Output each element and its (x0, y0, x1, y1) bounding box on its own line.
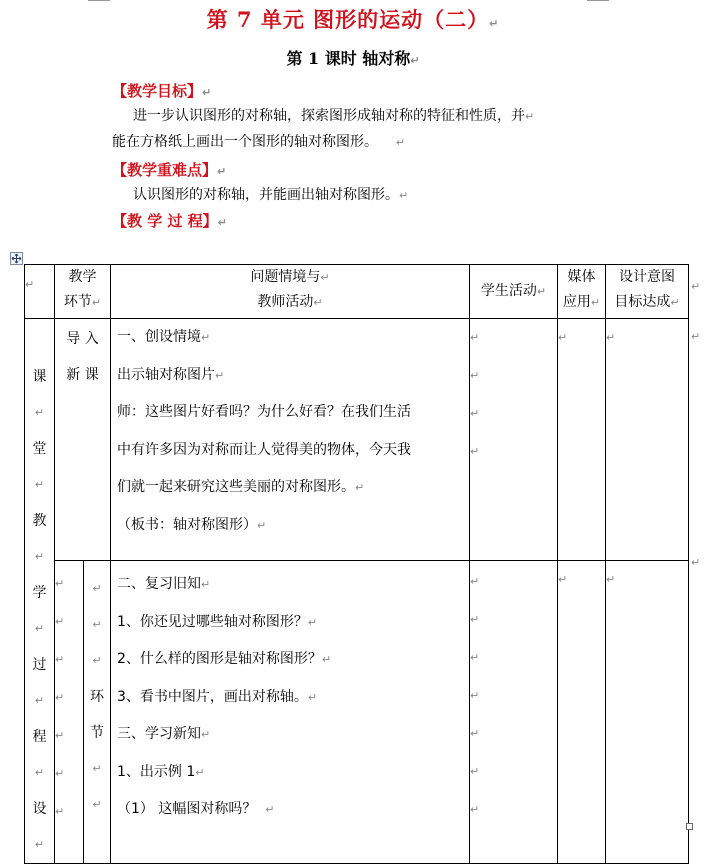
header-blank-cell (25, 265, 55, 319)
header-media-line-2: 应用 (562, 294, 591, 310)
goal-line-1-text: 进一步认识图形的对称轴，探索图形成轴对称的特征和性质，并 (133, 108, 525, 124)
paragraph-mark-icon: ↵ (217, 165, 227, 178)
header-design-line-2: 目标达成 (614, 294, 671, 310)
paragraph-mark-icon: ↵ (92, 618, 102, 632)
header-student-text: 学生活动 (480, 283, 537, 299)
paragraph-mark-icon: ↵ (92, 582, 102, 596)
header-activity-line-1: 问题情境与 (250, 269, 321, 285)
intro-line: 出示轴对称图片 (117, 366, 215, 383)
intro-activity-cell (111, 319, 470, 561)
header-stage-line-1: 教学 (68, 269, 97, 285)
intro-stage-line-2: 新 课 (66, 367, 99, 383)
paragraph-mark-icon: ↵ (34, 838, 45, 851)
table-header-row (25, 265, 689, 319)
paragraph-mark-icon: ↵ (670, 296, 680, 309)
vertical-label-char: 课 (32, 369, 47, 385)
header-media-cell (558, 265, 606, 319)
paragraph-mark-icon: ↵ (489, 17, 500, 30)
paragraph-mark-icon: ↵ (470, 689, 480, 703)
paragraph-mark-icon: ↵ (265, 803, 275, 817)
header-design-cell (606, 265, 689, 319)
paragraph-mark-icon: ↵ (217, 216, 227, 229)
paragraph-mark-icon: ↵ (395, 136, 406, 149)
paragraph-mark-icon: ↵ (399, 189, 409, 202)
goal-line-1 (133, 104, 534, 129)
review-stage-char: 环 (90, 689, 104, 706)
paragraph-mark-icon: ↵ (92, 762, 102, 776)
header-stage-line-2: 环节 (63, 294, 92, 310)
paragraph-mark-icon: ↵ (92, 654, 102, 668)
review-line: 3、看书中图片，画出对称轴。 (117, 688, 308, 705)
paragraph-mark-icon: ↵ (92, 798, 102, 812)
header-media-line-1: 媒体 (567, 269, 596, 285)
vertical-label-char: 教 (32, 513, 47, 529)
paragraph-mark-icon: ↵ (55, 691, 65, 705)
review-design-cell (606, 561, 689, 864)
paragraph-mark-icon: ↵ (470, 651, 480, 665)
paragraph-mark-icon: ↵ (55, 615, 65, 629)
paragraph-mark-icon: ↵ (470, 765, 480, 779)
paragraph-mark-icon: ↵ (25, 278, 35, 291)
paragraph-mark-icon: ↵ (34, 766, 45, 779)
paragraph-mark-icon: ↵ (257, 518, 267, 532)
paragraph-mark-icon: ↵ (355, 481, 365, 494)
intro-stage-line-1: 导 入 (66, 331, 99, 347)
unit-title (0, 4, 706, 34)
paragraph-mark-icon: ↵ (470, 369, 480, 382)
paragraph-mark-icon: ↵ (307, 615, 318, 629)
lesson-title-text: 第 1 课时 轴对称 (286, 49, 411, 68)
header-student-cell (470, 265, 558, 319)
paragraph-mark-icon: ↵ (606, 573, 616, 587)
intro-student-cell (470, 319, 558, 561)
header-rule-left (88, 0, 110, 1)
intro-line: 一、创设情境 (117, 329, 201, 345)
goal-heading (112, 80, 211, 101)
paragraph-mark-icon: ↵ (195, 765, 205, 779)
review-media-cell (558, 561, 606, 864)
goal-heading-text: 【教学目标】 (112, 82, 203, 100)
review-line: 1、出示例 1 (117, 763, 196, 780)
paragraph-mark-icon: ↵ (558, 573, 568, 587)
header-stage-cell (55, 265, 111, 319)
table-resize-handle-icon[interactable] (686, 823, 693, 830)
key-heading-text: 【教学重难点】 (112, 161, 218, 179)
key-text (133, 183, 408, 208)
vertical-label-char: 程 (32, 729, 47, 745)
paragraph-mark-icon: ↵ (55, 805, 65, 819)
paragraph-mark-icon: ↵ (470, 575, 480, 589)
paragraph-mark-icon: ↵ (470, 803, 480, 817)
paragraph-mark-icon: ↵ (55, 653, 65, 667)
header-activity-line-2: 教师活动 (257, 294, 314, 310)
key-text-content: 认识图形的对称轴，并能画出轴对称图形。 (133, 187, 399, 203)
vertical-label-char: 设 (32, 801, 47, 817)
paragraph-mark-icon: ↵ (201, 728, 211, 742)
paragraph-mark-icon: ↵ (34, 406, 45, 419)
paragraph-mark-icon: ↵ (525, 110, 535, 123)
paragraph-mark-icon: ↵ (34, 478, 45, 491)
paragraph-mark-icon: ↵ (313, 296, 323, 309)
review-line: 三、学习新知 (117, 726, 201, 743)
table-row-review (25, 561, 689, 864)
header-design-line-1: 设计意图 (619, 269, 675, 285)
review-stage-cell (84, 561, 111, 864)
vertical-label-char: 学 (32, 585, 47, 601)
paragraph-mark-icon: ↵ (55, 577, 65, 591)
lesson-title (0, 46, 706, 69)
row-end-mark-icon: ↵ (691, 556, 701, 569)
paragraph-mark-icon: ↵ (470, 331, 480, 344)
review-line: （1） 这幅图对称吗？ (117, 801, 257, 818)
header-rule-right (587, 0, 609, 1)
lesson-table (24, 264, 689, 864)
paragraph-mark-icon: ↵ (470, 613, 480, 627)
table-row-intro (25, 319, 689, 561)
paragraph-mark-icon: ↵ (321, 653, 332, 667)
vertical-label-cell (25, 319, 55, 864)
paragraph-mark-icon: ↵ (34, 694, 45, 707)
paragraph-mark-icon: ↵ (558, 331, 568, 344)
unit-title-text: 第 7 单元 图形的运动（二） (206, 7, 490, 32)
intro-media-cell (558, 319, 606, 561)
paragraph-mark-icon: ↵ (91, 296, 102, 309)
intro-line: 中有许多因为对称而让人觉得美的物体，今天我 (117, 441, 411, 458)
row-end-mark-icon: ↵ (691, 280, 701, 293)
paragraph-mark-icon: ↵ (307, 690, 318, 704)
key-heading (112, 159, 226, 180)
intro-design-cell (606, 319, 689, 561)
paragraph-mark-icon: ↵ (201, 578, 211, 592)
table-move-handle-icon[interactable] (10, 252, 23, 265)
paragraph-mark-icon: ↵ (34, 550, 45, 563)
review-line: 1、你还见过哪些轴对称图形？ (117, 613, 308, 630)
paragraph-mark-icon: ↵ (215, 368, 225, 382)
process-heading-text: 【教 学 过 程】 (112, 212, 218, 230)
goal-line-2 (112, 130, 405, 155)
paragraph-mark-icon: ↵ (606, 331, 616, 344)
review-line: 2、什么样的图形是轴对称图形？ (117, 651, 322, 668)
paragraph-mark-icon: ↵ (470, 445, 480, 458)
paragraph-mark-icon: ↵ (55, 729, 65, 743)
process-heading (112, 210, 227, 231)
intro-line: （板书：轴对称图形） (117, 516, 257, 533)
paragraph-mark-icon: ↵ (202, 86, 212, 99)
intro-line: 们就一起来研究这些美丽的对称图形。 (117, 479, 355, 495)
paragraph-mark-icon: ↵ (320, 271, 330, 284)
header-activity-cell (111, 265, 470, 319)
paragraph-mark-icon: ↵ (201, 331, 211, 344)
review-stage-marks-left (55, 561, 84, 864)
paragraph-mark-icon: ↵ (470, 407, 480, 420)
paragraph-mark-icon: ↵ (34, 622, 45, 635)
row-end-mark-icon: ↵ (691, 330, 701, 343)
review-stage-char: 节 (90, 725, 104, 742)
paragraph-mark-icon: ↵ (55, 767, 65, 781)
vertical-label-char: 堂 (32, 441, 47, 457)
intro-line: 师：这些图片好看吗？为什么好看？在我们生活 (117, 404, 411, 420)
paragraph-mark-icon: ↵ (470, 727, 480, 741)
review-line: 二、复习旧知 (117, 576, 201, 593)
vertical-label-char: 过 (32, 657, 47, 673)
paragraph-mark-icon: ↵ (536, 285, 547, 298)
review-student-cell (470, 561, 558, 864)
goal-line-2-text: 能在方格纸上画出一个图形的轴对称图形。 (112, 134, 378, 150)
paragraph-mark-icon: ↵ (410, 54, 420, 67)
review-activity-cell (111, 561, 470, 864)
paragraph-mark-icon: ↵ (590, 296, 601, 309)
intro-stage-cell (55, 319, 111, 561)
